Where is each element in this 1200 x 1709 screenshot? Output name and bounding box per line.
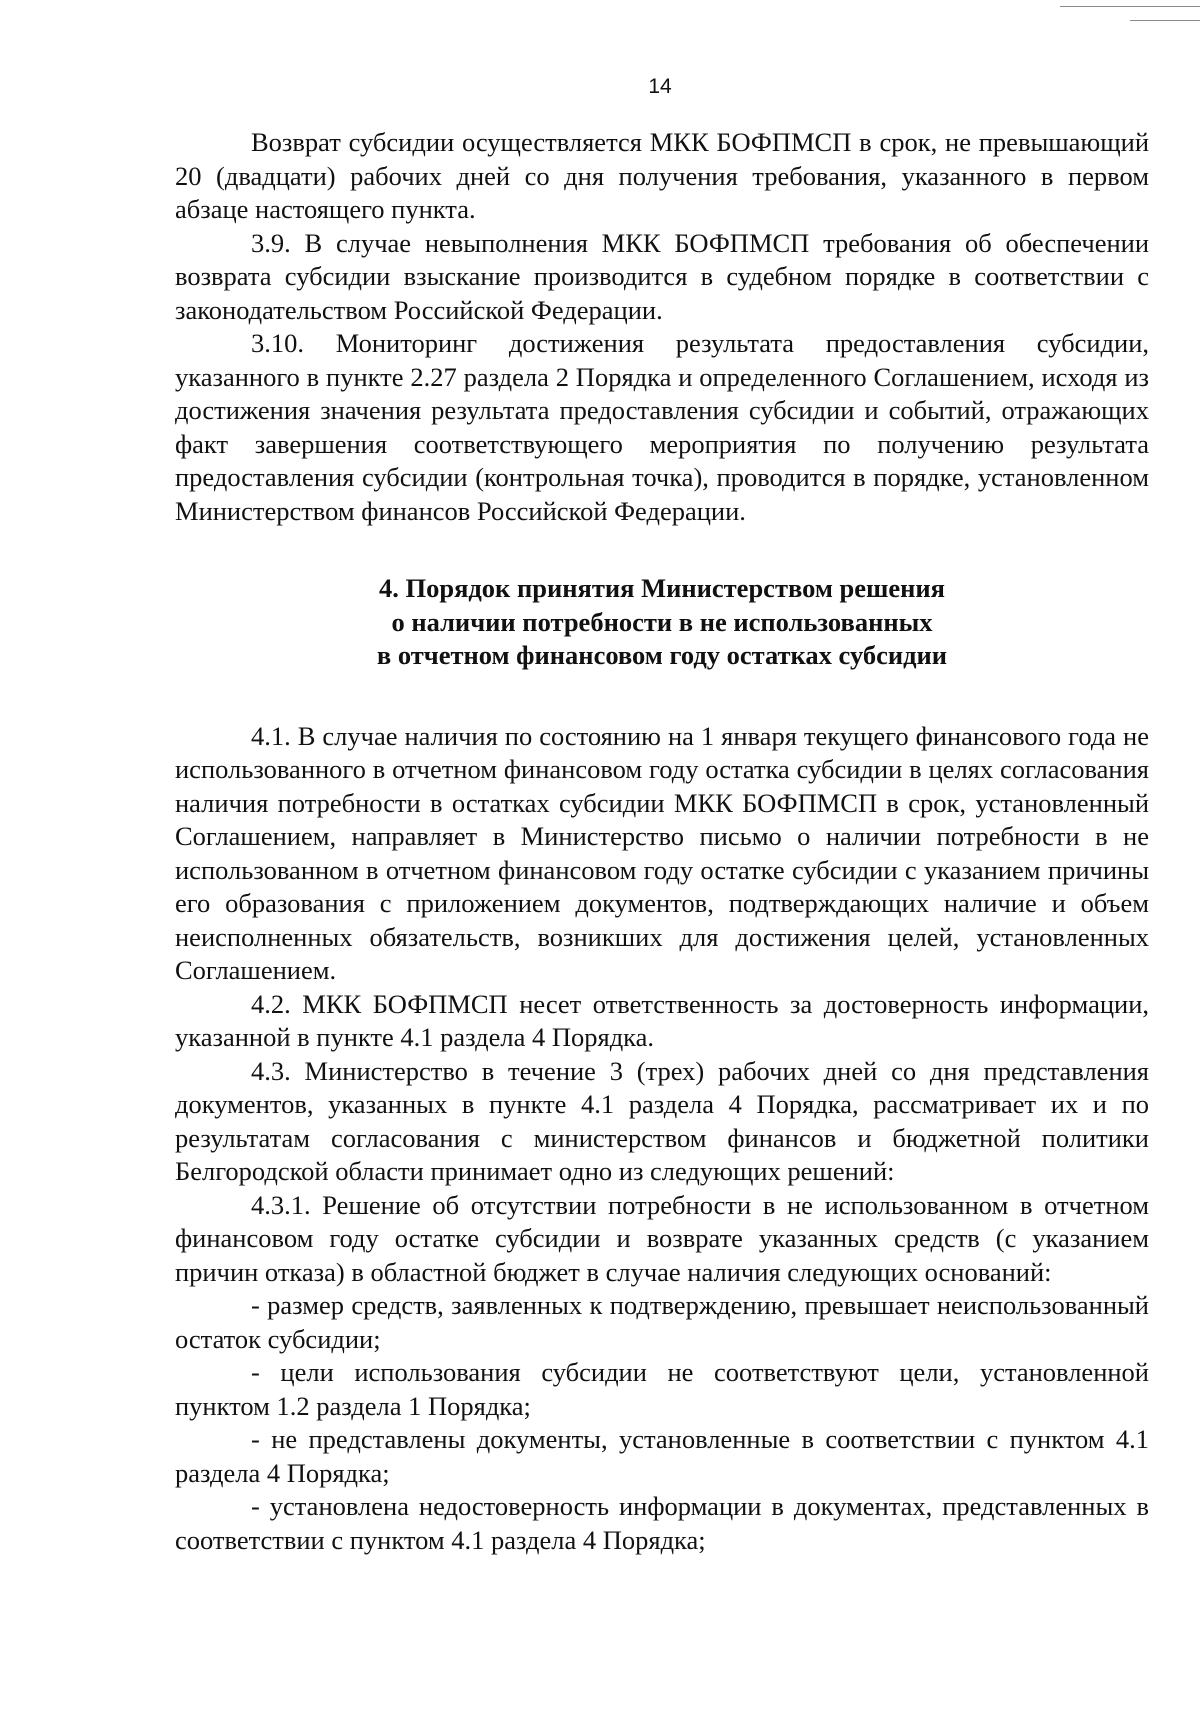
list-item-unreliable-info: - установлена недостоверность информации в документах, представленных в соответствии с пунктом 4.1 раздела 4 Порядка; — [175, 1491, 1149, 1555]
paragraph-4-3-1: 4.3.1. Решение об отсутствии потребности в не использованном в отчетном финансовом году остатке субсидии и возврате указанных средств (с указанием причин отказа) в областной бюджет в случае наличия следующих оснований: — [175, 1189, 1149, 1287]
paragraph-4-1: 4.1. В случае наличия по состоянию на 1 января текущего финансового года не использованного в отчетном финансовом году остатка субсидии в целях согласования наличия потребности в остатках субсидии МКК БОФПМСП в срок, установленный Соглашением, направляет в Министерство письмо о наличии потребности в не использованном в отчетном финансовом году остатке субсидии с указанием причины его образования с приложением документов, подтверждающих наличие и объем неисполненных обязательств, возникших для достижения целей, установленных Соглашением. — [175, 720, 1149, 985]
list-item-purpose-mismatch: - цели использования субсидии не соответствуют цели, установленной пунктом 1.2 раздела 1 Порядка; — [175, 1357, 1149, 1421]
section-heading-line: в отчетном финансовом году остатках субсидии — [376, 640, 948, 670]
paragraph-4-2: 4.2. МКК БОФПМСП несет ответственность за достоверность информации, указанной в пункте 4.1 раздела 4 Порядка. — [175, 988, 1149, 1052]
scan-edge-mark — [1130, 20, 1200, 21]
paragraph-subsidy-return-term: Возврат субсидии осуществляется МКК БОФПМСП в срок, не превышающий 20 (двадцати) рабочих дней со дня получения требования, указанного в первом абзаце настоящего пункта. — [175, 127, 1149, 224]
paragraph-3-10: 3.10. Мониторинг достижения результата предоставления субсидии, указанного в пункте 2.27 раздела 2 Порядка и определенного Соглашением, исходя из достижения значения результата предоставления субсидии и событий, отражающих факт завершения соответствующего мероприятия по получению результата предоставления субсидии (контрольная точка), проводится в порядке, установленном Министерством финансов Российской Федерации. — [175, 328, 1149, 526]
paragraph-4-3: 4.3. Министерство в течение 3 (трех) рабочих дней со дня представления документов, указанных в пункте 4.1 раздела 4 Порядка, рассматривает их и по результатам согласования с министерством финансов и бюджетной политики Белгородской области принимает одно из следующих решений: — [175, 1055, 1149, 1186]
section-4-heading — [175, 572, 1149, 673]
section-heading-line: о наличии потребности в не использованных — [391, 606, 933, 637]
page-number: 14 — [648, 75, 672, 98]
list-item-documents-missing: - не представлены документы, установленные в соответствии с пунктом 4.1 раздела 4 Порядка; — [175, 1424, 1149, 1488]
list-item-amount-exceeds: - размер средств, заявленных к подтверждению, превышает неиспользованный остаток субсидии; — [175, 1290, 1149, 1354]
section-heading-line: 4. Порядок принятия Министерством решения — [378, 573, 946, 603]
scan-edge-mark — [1060, 6, 1200, 7]
paragraph-3-9: 3.9. В случае невыполнения МКК БОФПМСП требования об обеспечении возврата субсидии взыскание производится в судебном порядке в соответствии с законодательством Российской Федерации. — [175, 227, 1149, 325]
document-body — [175, 126, 1149, 1557]
